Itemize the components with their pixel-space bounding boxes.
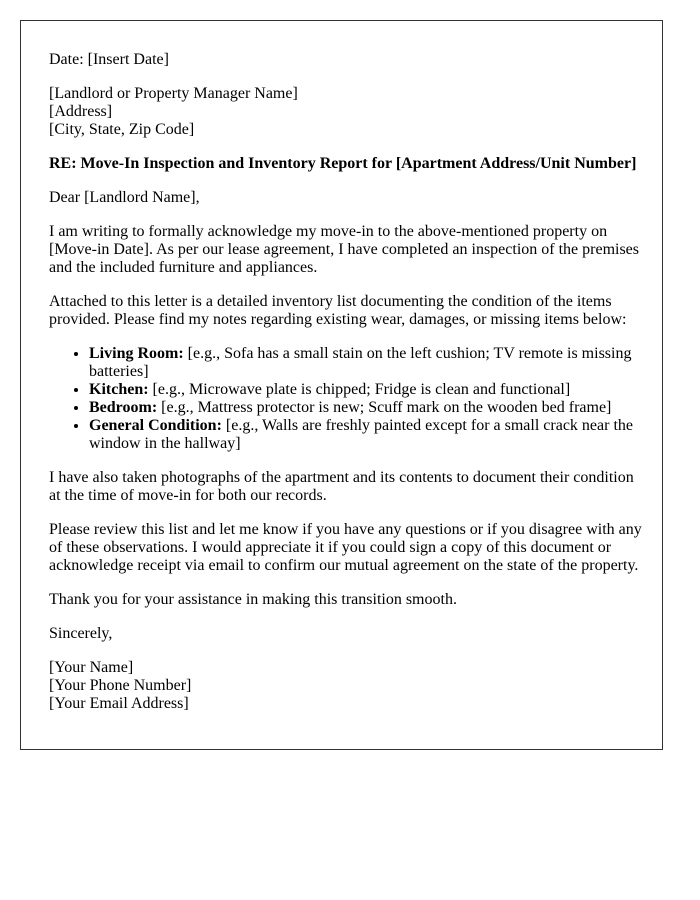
recipient-block	[49, 85, 642, 139]
intro-paragraph: I am writing to formally acknowledge my move-in to the above-mentioned property on [Move-in Date]. As per our lease agreement, I have completed an inspection of the premises and the included furniture and appliances.	[49, 223, 640, 276]
recipient-address: [Address]	[49, 103, 113, 120]
sender-name: [Your Name]	[49, 659, 134, 676]
list-item-text: [e.g., Mattress protector is new; Scuff mark on the wooden bed frame]	[157, 399, 612, 416]
list-item-label: Bedroom:	[89, 399, 158, 416]
letter-container	[20, 20, 663, 750]
date-line: Date: [Insert Date]	[49, 51, 169, 68]
photographs-paragraph: I have also taken photographs of the apartment and its contents to document their condition at the time of move-in for both our records.	[49, 469, 634, 504]
list-item	[89, 417, 642, 453]
sender-phone: [Your Phone Number]	[49, 677, 192, 694]
thank-you-paragraph: Thank you for your assistance in making this transition smooth.	[49, 591, 457, 608]
list-item	[89, 345, 642, 381]
list-item-text: [e.g., Sofa has a small stain on the left cushion; TV remote is missing batteries]	[89, 345, 632, 380]
sign-off: Sincerely,	[49, 625, 113, 642]
list-item	[89, 381, 642, 399]
sender-block	[49, 659, 642, 713]
list-item-label: Kitchen:	[89, 381, 149, 398]
review-request-paragraph: Please review this list and let me know if you have any questions or if you disagree with any of these observations. I would appreciate it if you could sign a copy of this document or acknowledge receipt via email to confirm our mutual agreement on the state of the property.	[49, 521, 642, 574]
list-item-label: Living Room:	[89, 345, 184, 362]
inventory-intro-paragraph: Attached to this letter is a detailed inventory list documenting the condition of the items provided. Please find my notes regarding existing wear, damages, or missing items below:	[49, 293, 627, 328]
recipient-city-state-zip: [City, State, Zip Code]	[49, 121, 195, 138]
sender-email: [Your Email Address]	[49, 695, 189, 712]
inventory-list	[49, 345, 642, 453]
list-item-text: [e.g., Microwave plate is chipped; Fridge is clean and functional]	[148, 381, 571, 398]
list-item	[89, 399, 642, 417]
salutation: Dear [Landlord Name],	[49, 189, 200, 206]
list-item-label: General Condition:	[89, 417, 222, 434]
list-item-text: [e.g., Walls are freshly painted except for a small crack near the window in the hallway]	[89, 417, 634, 452]
recipient-name: [Landlord or Property Manager Name]	[49, 85, 298, 102]
subject-line: RE: Move-In Inspection and Inventory Report for [Apartment Address/Unit Number]	[49, 155, 637, 172]
